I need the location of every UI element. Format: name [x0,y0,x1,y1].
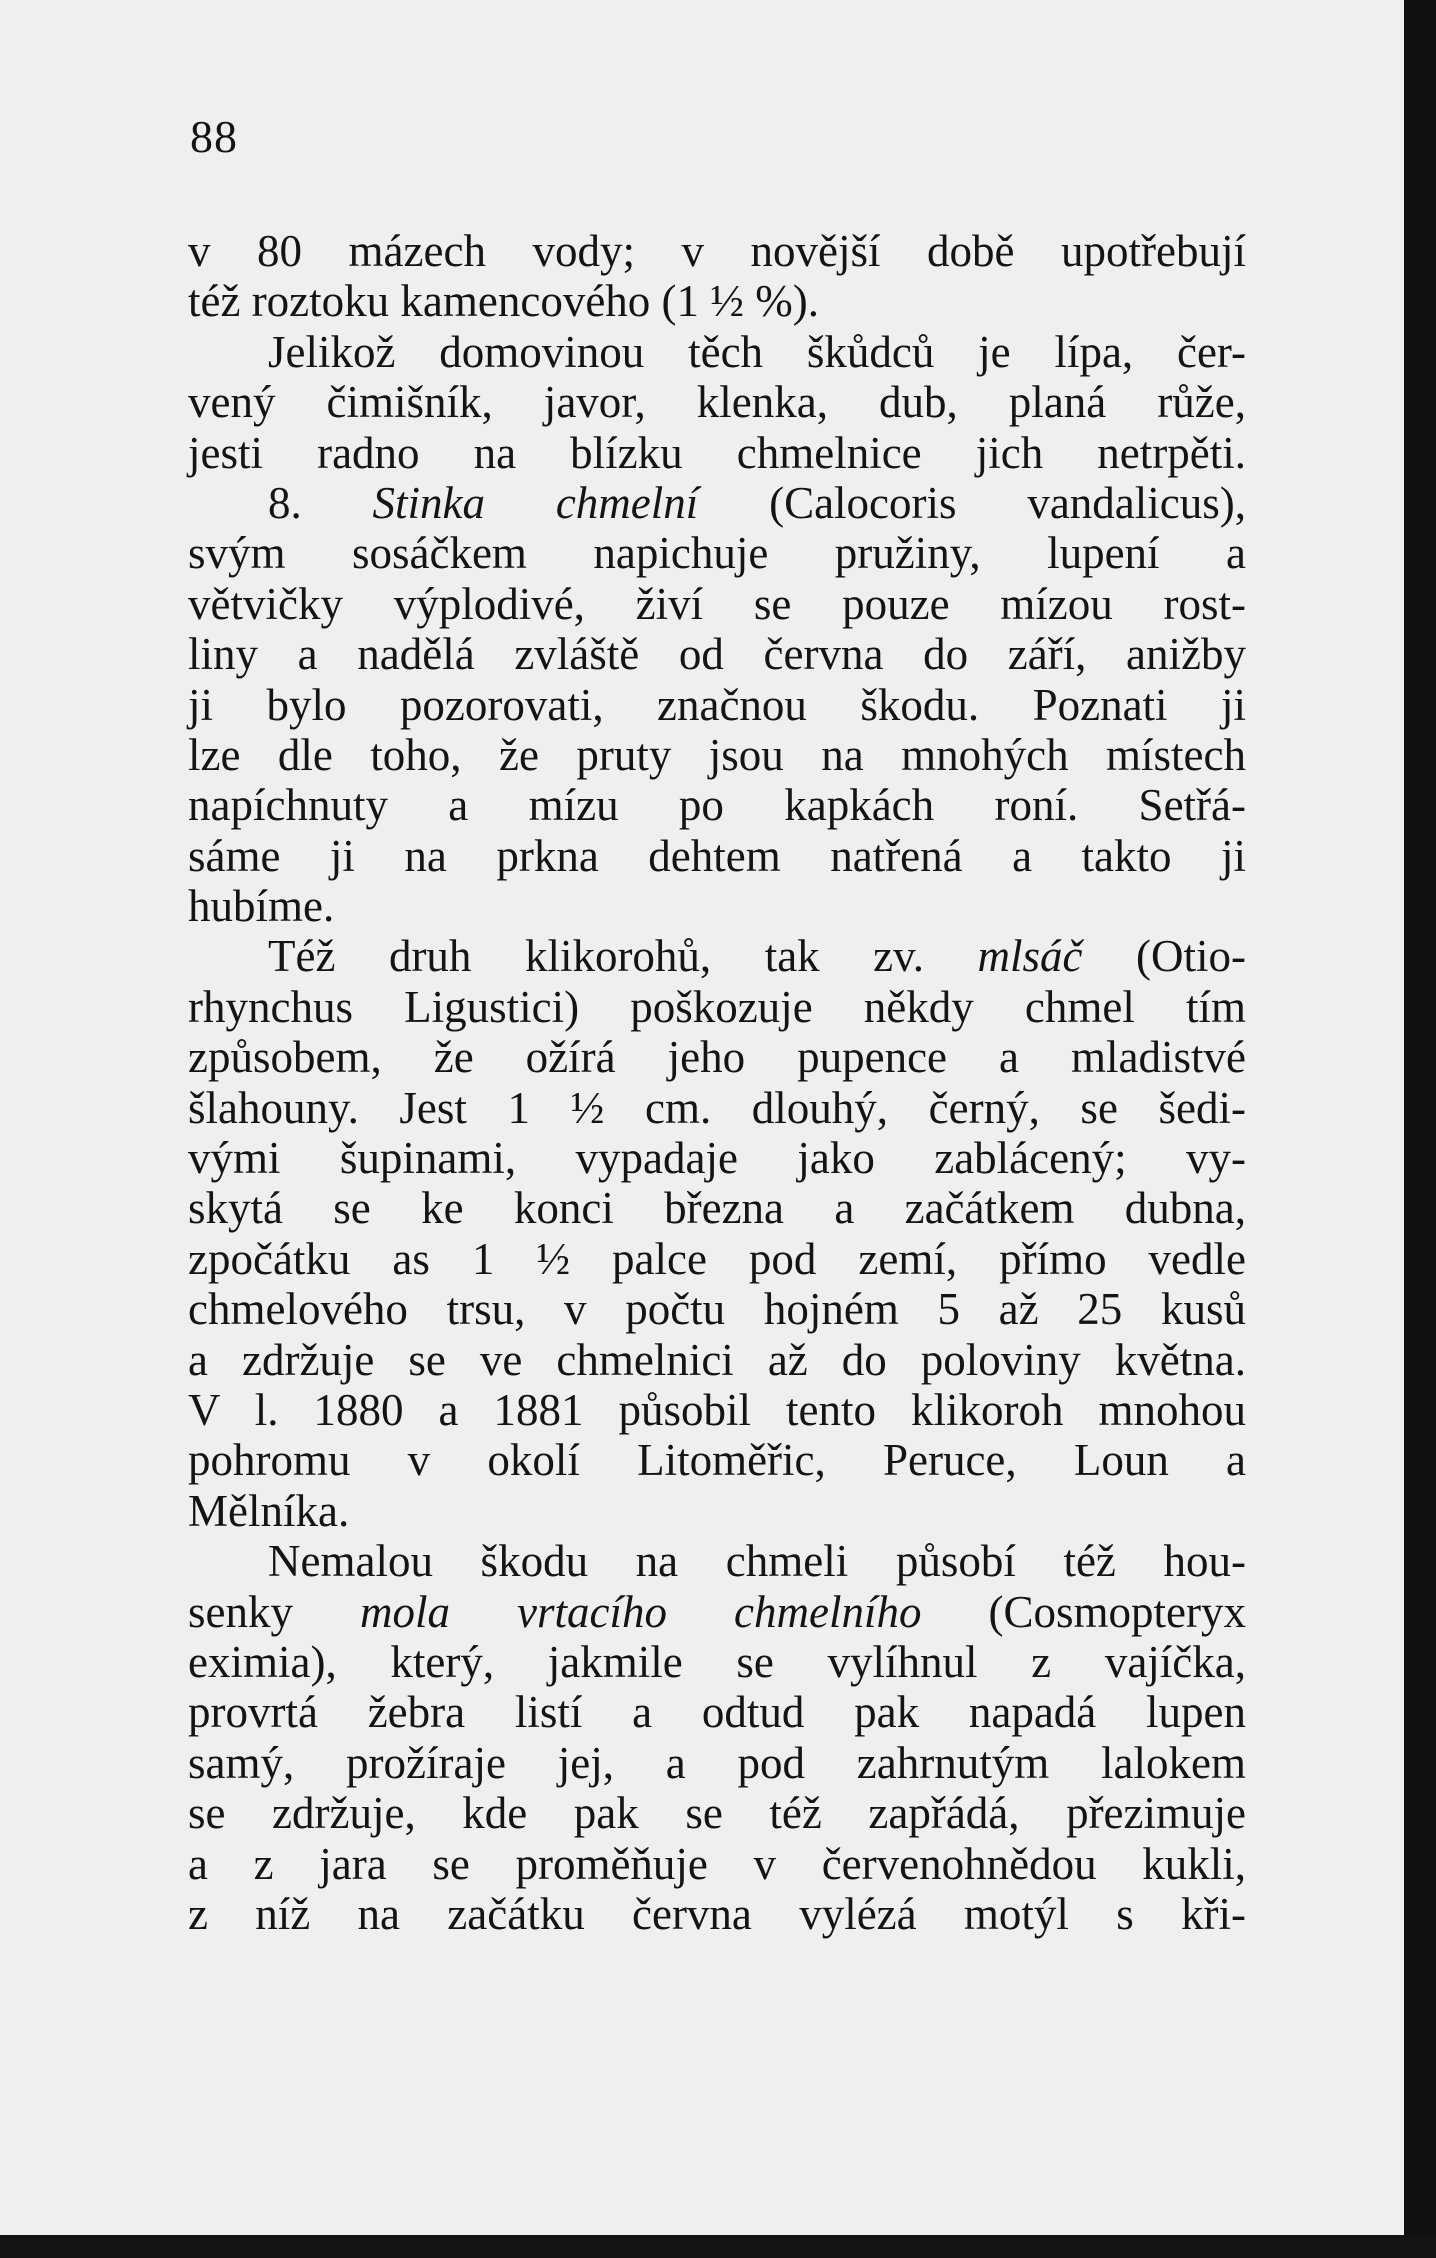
species-name-mlsac: mlsáč [977,931,1083,982]
text-line-13: sáme ji na prkna dehtem natřená a takto ji [188,830,1246,881]
text-line-3: Jelikož domovinou těch škůdců je lípa, čer- [268,326,1246,377]
text-line-6 [188,478,1246,528]
text-line-16: rhynchus Ligustici) poškozuje někdy chmel tím [188,981,1246,1032]
text-line-27: Nemalou škodu na chmeli působí též hou- [268,1536,1246,1587]
text-line-6-part-1: 8. [268,477,373,528]
text-line-25: pohromu v okolí Litoměřic, Peruce, Loun a [188,1435,1246,1486]
text-line-15-part-3: (Otio- [1082,931,1247,982]
body-text [188,226,1246,1939]
text-line-34: z níž na začátku června vylézá motýl s kři- [188,1888,1246,1939]
text-line-18: šlahouny. Jest 1 ½ cm. dlouhý, černý, se šedi- [188,1082,1246,1133]
text-line-21: zpočátku as 1 ½ palce pod zemí, přímo vedle [188,1233,1246,1284]
text-line-19: vými šupinami, vypadaje jako zablácený; vy- [188,1133,1246,1184]
text-line-14: hubíme. [188,881,335,932]
text-line-2: též roztoku kamencového (1 ½ %). [188,276,820,327]
page-edge-right [1404,0,1436,2258]
text-line-10: ji bylo pozorovati, značnou škodu. Poznati ji [188,679,1246,730]
species-name-stinka: Stinka chmelní [372,477,699,528]
species-name-mola: mola vrtacího chmelního [360,1586,922,1637]
text-line-24: V l. 1880 a 1881 působil tento klikoroh mnohou [188,1384,1246,1435]
page-number: 88 [190,111,238,162]
text-line-23: a zdržuje se ve chmelnici až do poloviny května. [188,1334,1246,1385]
text-line-8: větvičky výplodivé, živí se pouze mízou rost- [188,578,1246,629]
text-line-28-part-3: (Cosmopteryx [921,1586,1246,1637]
text-line-31: samý, prožíraje jej, a pod zahrnutým lalokem [188,1737,1246,1788]
text-line-1: v 80 mázech vody; v novější době upotřebují [188,226,1246,276]
text-line-15-part-1: Též druh klikorohů, tak zv. [268,931,978,982]
text-line-15 [188,931,1246,981]
text-line-17: způsobem, že ožírá jeho pupence a mladistvé [188,1032,1246,1083]
text-line-22: chmelového trsu, v počtu hojném 5 až 25 kusů [188,1284,1246,1335]
text-line-7: svým sosáčkem napichuje pružiny, lupení a [188,528,1246,579]
text-line-29: eximia), který, jakmile se vylíhnul z vajíčka, [188,1636,1246,1687]
text-line-30: provrtá žebra listí a odtud pak napadá lupen [188,1687,1246,1738]
text-line-11: lze dle toho, že pruty jsou na mnohých místech [188,729,1246,780]
text-line-28 [188,1587,1246,1637]
text-line-32: se zdržuje, kde pak se též zapřádá, přezimuje [188,1788,1246,1839]
text-line-12: napíchnuty a mízu po kapkách roní. Setřá- [188,780,1246,831]
text-line-26: Mělníka. [188,1485,350,1536]
text-line-33: a z jara se proměňuje v červenohnědou kukli, [188,1838,1246,1889]
text-line-28-part-1: senky [188,1586,361,1637]
text-line-6-part-3: (Calocoris vandalicus), [698,477,1246,528]
text-line-20: skytá se ke konci března a začátkem dubna, [188,1183,1246,1234]
text-line-5: jesti radno na blízku chmelnice jich netrpěti. [188,427,1246,478]
text-line-9: liny a nadělá zvláště od června do září, anižby [188,629,1246,680]
page-edge-bottom [0,2235,1436,2258]
text-line-4: vený čimišník, javor, klenka, dub, planá růže, [188,377,1246,428]
